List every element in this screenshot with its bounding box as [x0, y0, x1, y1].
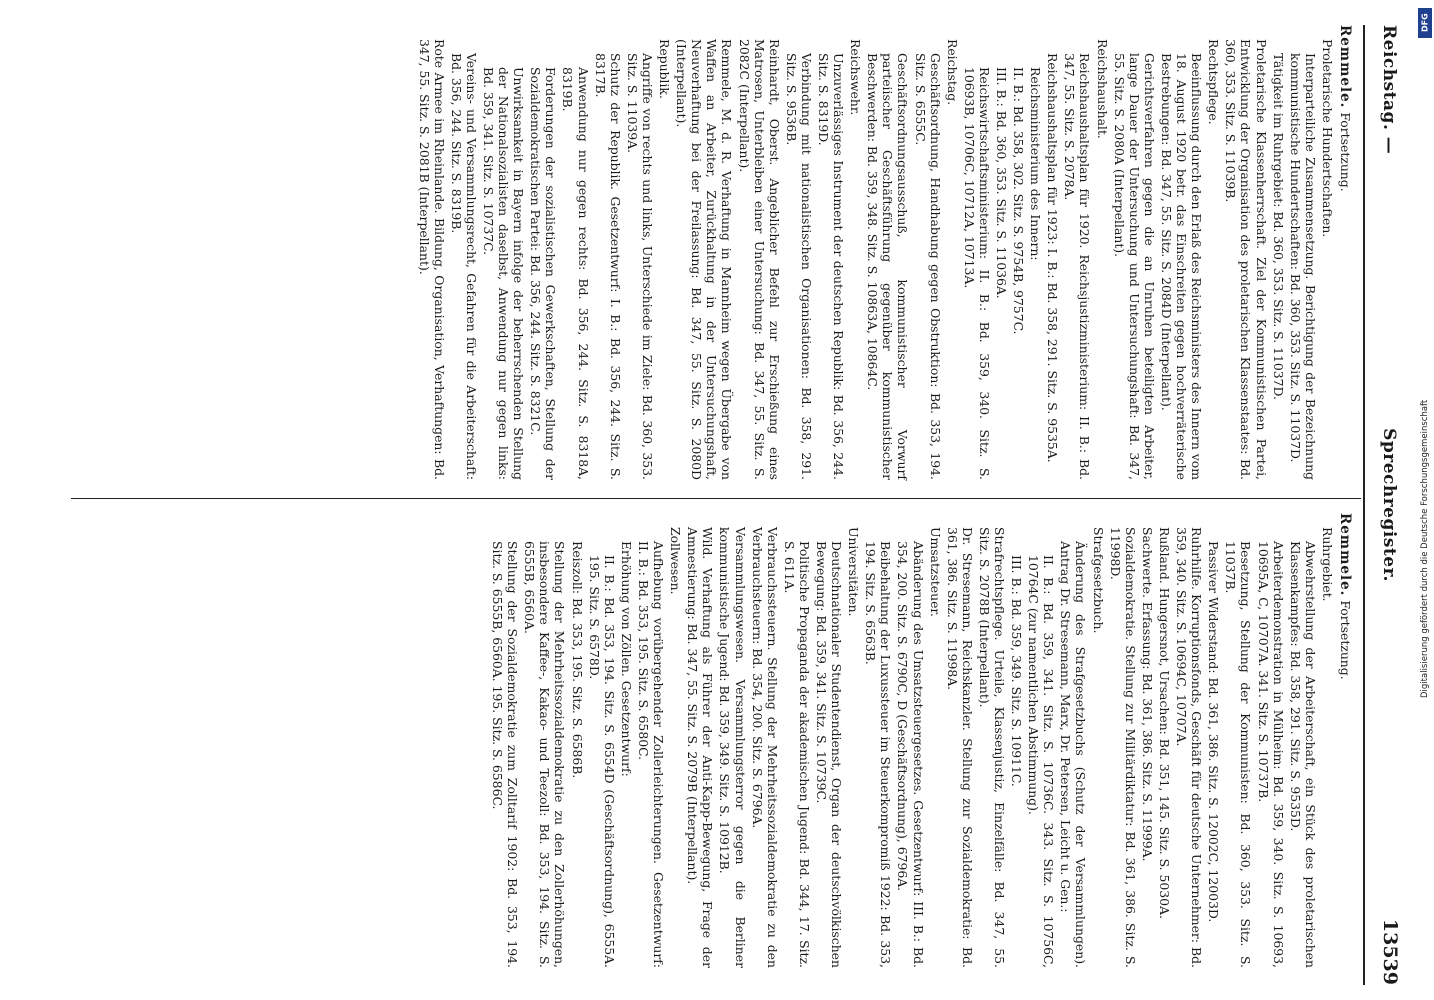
entry-text: Rußland. Hungersnot, Ursachen: Bd. 351, 145. Sitz. S. 5030A. [1156, 527, 1172, 919]
register-entry [1108, 513, 1138, 968]
entry-text: Remmele, M. d. R. Verhaftung in Mannheim wegen Übergabe von Waffen an Arbeiter, Zurückhaltung in der Untersuchungshaft, Neuverhaftung bei der Freilassung: Bd. 347, 55. Sitz. S. 2080D (Interpellant). [674, 39, 735, 480]
entry-text: Deutschnationaler Studentendienst, Organ der deutschvölkischen Bewegung: Bd. 359, 341. Sitz. S. 10739C. [814, 541, 845, 968]
entry-text: Rote Armee im Rheinlande. Bildung, Organisation, Verhaftungen: Bd. 347, 55. Sitz. S. 2081B (Interpellant). [416, 39, 447, 480]
entry-text: Geschäftsordnungsausschuß, kommunistischer Vorwurf parteiischer Geschäftsführung gegenüber kommunistischer Beschwerden: Bd. 359, 348. Sitz. S. 10863A, 10864C. [865, 53, 911, 480]
register-entry [1337, 513, 1353, 968]
dfg-logo: DFG [1418, 8, 1432, 38]
entry-keyword: Remmele. [1337, 25, 1353, 109]
entry-keyword: Remmele. [1337, 513, 1353, 597]
register-entry [736, 25, 781, 480]
entry-text: Vereins- und Versammlungsrecht, Gefahren für die Arbeiterschaft: Bd. 356, 244. Sitz. S. 8319B. [448, 53, 479, 480]
register-entry [846, 513, 861, 968]
register-entry [1223, 513, 1253, 968]
register-entry [1174, 513, 1204, 968]
entry-text: Abwehrstellung der Arbeiterschaft, ein Stück des proletarischen Klassenkampfes: Bd. 358, 291. Sitz. S. 9535D. [1287, 541, 1318, 968]
header-rule [1363, 25, 1365, 985]
register-entry [1206, 25, 1221, 480]
entry-text: Schutz der Republik. Gesetzentwurf: I. B.: Bd. 356, 244. Sitz. S. 8317B. [592, 53, 623, 480]
header-section-title: Reichstag. — [1379, 25, 1399, 155]
register-entry [1288, 25, 1318, 480]
entry-text: Beibehaltung der Luxussteuer im Steuerkompromiß 1922: Bd. 353, 194. Sitz. S. 6563B. [863, 541, 894, 968]
entry-text: Fortsetzung. [1338, 600, 1353, 680]
entry-text: Ruhrhilfe. Korruptionsfonds, Geschäft für deutsche Unternehmer: Bd. 359, 340. Sitz. S. 10694C, 10707A. [1174, 527, 1205, 968]
entry-text: Reichswirtschaftsministerium: II. B.: Bd. 359, 340. Sitz. S. 10693B, 10706C, 10712A, 10713A. [961, 67, 992, 480]
register-entry [1026, 513, 1056, 968]
register-entry [1140, 513, 1155, 968]
entry-text: Fortsetzung. [1338, 112, 1353, 192]
entry-text: Interparteiliche Zusammensetzung. Berichtigung der Bezeichnung kommunistische Hundertschaften: Bd. 360, 353. Sitz. S. 11037D. [1287, 53, 1318, 480]
register-entry [625, 25, 655, 480]
register-entry [1157, 513, 1172, 968]
register-entry [928, 513, 943, 968]
header-register-title: Sprechregister. [1379, 428, 1399, 582]
entry-text: Universitäten. [846, 527, 862, 617]
register-entry [1255, 513, 1285, 968]
register-entry [417, 25, 447, 480]
entry-text: III. B.: Bd. 360, 353. Sitz. S. 11036A. [994, 67, 1010, 299]
entry-text: Unwirksamkeit in Bayern infolge der beherrschenden Stellung der Nationalsozialisten daselbst, Anwendung nur gegen links: Bd. 359, 341. Sitz. S. 10737C. [481, 67, 527, 480]
entry-text: Stellung der Mehrheitssozialdemokratie zu den Zollerhöhungen, insbesondere Kaffee-, Kakao- und Teezoll: Bd. 353, 194. Sitz. S. 6555B, 6560A. [522, 541, 568, 968]
register-page [55, 25, 1405, 985]
register-entry [977, 513, 1007, 968]
page-header [1365, 25, 1405, 985]
register-entry [570, 513, 585, 968]
register-entry [895, 513, 925, 968]
register-entry [784, 25, 814, 480]
register-entry [593, 25, 623, 480]
register-entry [912, 25, 942, 480]
entry-text: Unzuverlässiges Instrument der deutschen Republik: Bd. 356, 244. Sitz. S. 8319D. [816, 53, 847, 480]
register-entry [619, 513, 634, 968]
register-entry [1320, 513, 1335, 968]
entry-text: Sachwerte. Erfassung: Bd. 361, 386. Sitz. S. 11999A. [1139, 527, 1155, 862]
register-entry [994, 25, 1009, 480]
register-entry [1062, 25, 1092, 480]
entry-text: Anwendung nur gegen rechts: Bd. 356, 244. Sitz. S. 8318A, 8319B. [560, 67, 591, 480]
entry-text: Geschäftsordnung, Handhabung gegen Obstruktion: Bd. 353, 194. Sitz. S. 6555C. [912, 53, 943, 480]
register-entry [1058, 513, 1088, 968]
register-entry [587, 513, 617, 968]
entry-text: Beeinflussung durch den Erlaß des Reichsministers des Innern vom 18. August 1920 betr. das Einschreiten gegen hochverräterische Bestrebungen: Bd. 347, 55. Sitz. S. 2084D (Interpellant). [1158, 53, 1205, 480]
entry-text: III. B.: Bd. 359, 349. Sitz. S. 10911C. [1009, 555, 1025, 787]
register-entry [449, 25, 479, 480]
entry-text: Reichshaushaltsplan für 1920. Reichsjustizministerium: II. B.: Bd. 347, 55. Sitz. S. 2078A. [1062, 53, 1093, 480]
entry-text: Republik. [657, 39, 673, 99]
entry-text: Ruhrgebiet. [1319, 527, 1335, 602]
register-entry [560, 25, 590, 480]
entry-text: Dr. Stresemann, Reichskanzler. Stellung zur Sozialdemokratie: Bd. 361, 386. Sitz. S. 11998A. [944, 527, 975, 968]
entry-text: Reiszoll: Bd. 353, 195. Sitz. S. 6586B. [569, 541, 585, 779]
register-entry [1271, 25, 1286, 480]
register-entry [657, 25, 672, 480]
left-column [415, 25, 1353, 480]
entry-text: Proletarische Hundertschaften. [1319, 39, 1335, 238]
register-entry [481, 25, 526, 480]
register-entry [1028, 25, 1043, 480]
entry-text: II. B.: Bd. 358, 302. Sitz. S. 9754B, 9757C. [1011, 67, 1027, 335]
register-entry [490, 513, 520, 968]
entry-text: Umsatzsteuer. [927, 527, 943, 617]
right-column [488, 513, 1353, 968]
register-entry [1337, 25, 1353, 480]
entry-text: Passiver Widerstand: Bd. 361, 386. Sitz. S. 12002C, 12003D. [1206, 541, 1222, 923]
register-entry [750, 513, 780, 968]
entry-text: Verbrauchssteuern. Stellung der Mehrheitssozialdemokratie zu den Verbrauchsteuern: Bd. 354, 200. Sitz. S. 6796A. [749, 527, 780, 968]
register-entry [1223, 25, 1268, 480]
entry-text: Arbeiterdemonstration in Mülheim: Bd. 359, 340. Sitz. S. 10693, 10695A, C, 10707A. 341. Sitz. S. 10737B. [1255, 541, 1286, 968]
entry-text: Angriffe von rechts und links, Unterschiede im Ziele: Bd. 360, 353. Sitz. S. 11039A. [624, 53, 655, 480]
entry-text: Sozialdemokratie. Stellung zur Militärdiktatur: Bd. 361, 386. Sitz. S. 11998D. [1107, 527, 1138, 968]
entry-text: Reichstag. [944, 39, 960, 106]
register-entry [945, 513, 975, 968]
entry-text: Reichshaushalt. [1094, 39, 1110, 139]
entry-text: Strafrechtspflege. Urteile, Klassenjustiz, Einzelfälle: Bd. 347, 55. Sitz. S. 2078B (Interpellant). [976, 527, 1008, 968]
register-entry [816, 25, 846, 480]
register-entry [1159, 25, 1204, 480]
entry-text: Stellung der Sozialdemokratie zum Zolltarif 1902: Bd. 353, 194. Sitz. S. 6555B, 6560A. 195. Sitz. S. 6586C. [490, 541, 521, 968]
register-entry [674, 25, 734, 480]
register-entry [717, 513, 747, 968]
register-entry [1011, 25, 1026, 480]
page-number: 13539 [1379, 918, 1401, 985]
register-entry [1091, 513, 1106, 968]
entry-text: Zollwesen. [668, 527, 684, 595]
entry-text: Proletarische Klassenherrschaft. Ziel der Kommunistischen Partei, Entwicklung der Organisation des proletarischen Klassenstaates: Bd. 360, 353. Sitz. S. 11039B. [1223, 39, 1269, 480]
register-entry [1112, 25, 1157, 480]
register-entry [1045, 25, 1060, 480]
entry-text: Reinhardt, Oberst. Angeblicher Befehl zur Erschießung eines Matrosen, Unterbleiben einer Untersuchung: Bd. 347, 55. Sitz. S. 2082C (Interpellant). [736, 39, 782, 480]
entry-text: Abänderung des Umsatzsteuergesetzes. Gesetzentwurf: III. B.: Bd. 354, 200. Sitz. S. 6790C, D (Geschäftsordnung), 6796A. [895, 541, 926, 968]
entry-text: Rechtspflege. [1206, 39, 1222, 125]
entry-text: Versammlungswesen. Versammlungsterror gegen die Berliner kommunistische Jugend: Bd. 359, 349. Sitz. S. 10912B. [717, 527, 748, 968]
register-entry [848, 25, 863, 480]
register-entry [668, 513, 683, 968]
register-entry [945, 25, 960, 480]
entry-text: Forderungen der sozialistischen Gewerkschaften, Stellung der Sozialdemokratischen Partei: Bd. 356, 244. Sitz. S. 8321C. [528, 67, 559, 480]
register-entry [863, 513, 893, 968]
entry-text: Wild. Verhaftung als Führer der Anti-Kapp-Bewegung, Frage der Amnestierung: Bd. 347, 55. Sitz. S. 2079B (Interpellant). [685, 527, 716, 968]
digitization-note [1418, 8, 1434, 698]
entry-text: Tätigkeit im Ruhrgebiet: Bd. 360, 353. Sitz. S. 11037D. [1270, 53, 1286, 400]
entry-text: Erhöhung von Zöllen. Gesetzentwurf: [618, 541, 634, 777]
entry-text: Aufhebung vorübergehender Zollerleichterungen. Gesetzentwurf: II. B.: Bd. 353, 195. Sitz. S. 6580C. [635, 541, 667, 968]
entry-text: Besetzung, Stellung der Kommunisten: Bd. 360, 353. Sitz. S. 11037B. [1223, 541, 1254, 968]
register-entry [1320, 25, 1335, 480]
register-entry [1206, 513, 1221, 968]
entry-text: Politische Propaganda der akademischen Jugend: Bd. 344, 17. Sitz. S. 611A. [781, 541, 812, 968]
register-entry [865, 25, 910, 480]
entry-text: II. B.: Bd. 353, 194. Sitz. S. 6554D (Geschäftsordnung), 6555A. 195. Sitz. S. 6578D. [586, 555, 617, 968]
register-entry [1009, 513, 1024, 968]
register-entry [1288, 513, 1318, 968]
entry-text: Reichswehr. [848, 39, 864, 116]
entry-text: II. B.: Bd. 359, 341. Sitz. S. 10736C. 343. Sitz. S. 10756C, 10764C (zur namentlichen Abstimmung). [1026, 555, 1057, 968]
register-entry [1095, 25, 1110, 480]
register-entry [522, 513, 567, 968]
register-entry [782, 513, 812, 968]
digitization-credit-text: Digitalisierung gefördert durch die Deutsche Forschungsgemeinschaft [1420, 399, 1430, 698]
register-entry [685, 513, 715, 968]
register-entry [528, 25, 558, 480]
entry-text: Strafgesetzbuch. [1090, 527, 1106, 634]
entry-text: Reichsministerium des Innern: [1028, 67, 1044, 261]
register-entry [636, 513, 666, 968]
entry-text: Gerichtsverfahren gegen die an Unruhen beteiligten Arbeiter, lange Dauer der Untersuchung und Untersuchungshaft: Bd. 347, 55. Sitz. S. 2080A (Interpellant). [1111, 53, 1157, 480]
register-entry [814, 513, 844, 968]
entry-text: Verbindung mit nationalistischen Organisationen: Bd. 358, 291. Sitz. S. 9536B. [783, 53, 814, 480]
entry-text: Änderung des Strafgesetzbuchs (Schutz der Versammlungen). Antrag Dr. Stresemann, Marx, Dr. Petersen, Leicht u. Gen.: [1058, 541, 1089, 968]
register-entry [962, 25, 992, 480]
column-divider [71, 498, 1361, 499]
entry-text: Reichshaushaltsplan für 1923: I. B.: Bd. 358, 291. Sitz. S. 9535A. [1045, 53, 1061, 463]
